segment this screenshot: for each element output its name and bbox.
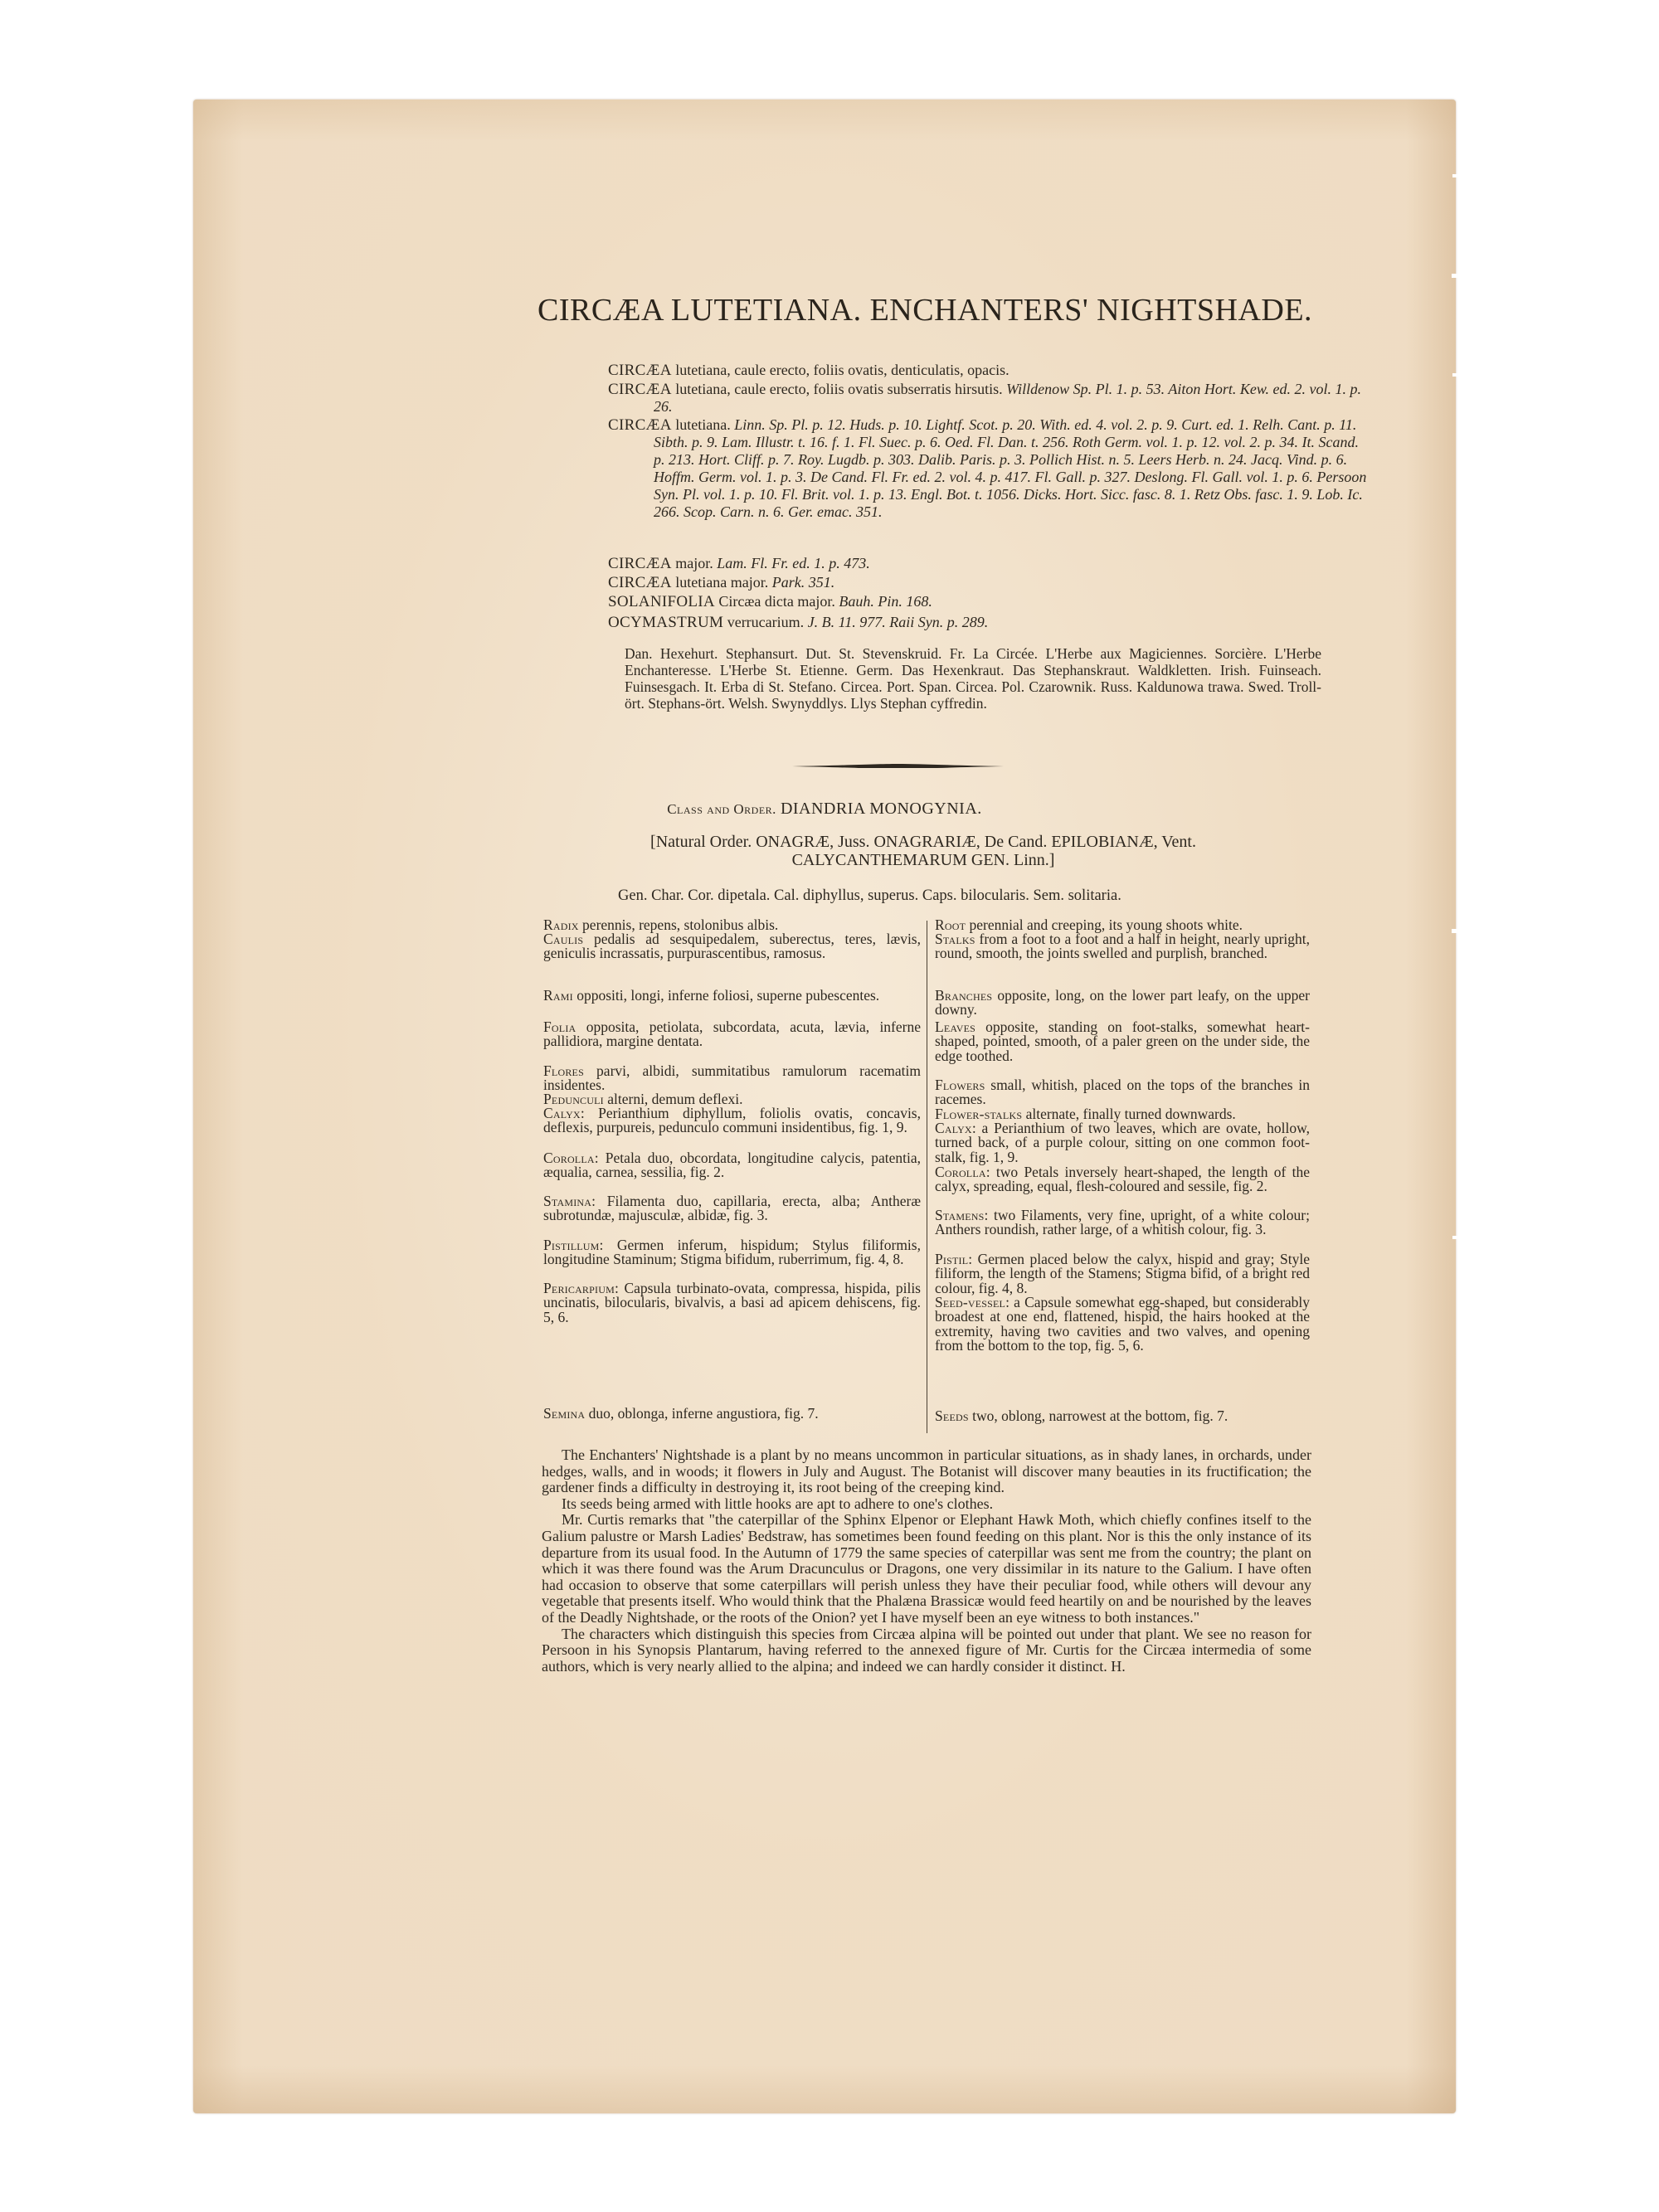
synonym-1	[608, 362, 1321, 379]
latin-entry: Stamina: Filamenta duo, capillaria, erecta, alba; Antheræ subrotundæ, majusculæ, albidæ, fig. 3.	[543, 1193, 921, 1224]
edge-nick	[1452, 373, 1457, 377]
natural-order-line-2: CALYCANTHEMARUM GEN. Linn.]	[791, 851, 1055, 869]
synonym-name: CIRCÆA	[608, 381, 672, 398]
english-entry: Flowers small, whitish, placed on the tops of the branches in racemes.	[935, 1077, 1310, 1108]
latin-entry: Pericarpium: Capsula turbinato-ovata, compressa, hispida, pilis uncinatis, bilocularis, bivalvis, a basi ad apicem dehiscens, fig. 5, 6.	[543, 1280, 921, 1325]
latin-entry: Semina duo, oblonga, inferne angustiora, fig. 7.	[543, 1405, 819, 1422]
commentary	[542, 1447, 1311, 1675]
synonym-3	[608, 416, 1367, 521]
latin-entry: Rami oppositi, longi, inferne foliosi, superne pubescentes.	[543, 987, 880, 1004]
synonym-2	[608, 381, 1367, 416]
latin-entry: Folia opposita, petiolata, subcordata, acuta, lævia, inferne pallidiora, margine dentata.	[543, 1018, 921, 1050]
synonym-4	[608, 555, 1321, 572]
natural-order	[558, 833, 1288, 869]
latin-entry: Pistillum: Germen inferum, hispidum; Stylus filiformis, longitudine Staminum; Stigma bifidum, ruberrimum, fig. 4, 8.	[543, 1237, 921, 1268]
synonym-name: CIRCÆA	[608, 555, 672, 572]
paper-sheet	[193, 100, 1456, 2113]
synonym-name: OCYMASTRUM	[608, 614, 724, 631]
english-entry: Seeds two, oblong, narrowest at the bottom, fig. 7.	[935, 1407, 1228, 1424]
latin-entry: Caulis pedalis ad sesquipedalem, suberectus, teres, lævis, geniculis incrassatis, purpurascentibus, ramosus.	[543, 931, 921, 962]
page-title: CIRCÆA LUTETIANA. ENCHANTERS' NIGHTSHADE.	[538, 293, 1313, 328]
english-entry: Flower-stalks alternate, finally turned downwards.	[935, 1106, 1236, 1122]
synonym-7	[608, 614, 1321, 631]
latin-entry: Pedunculi alterni, demum deflexi.	[543, 1091, 743, 1107]
synonym-ref: Willdenow Sp. Pl. 1. p. 53. Aiton Hort. Kew. ed. 2. vol. 1. p. 26.	[654, 381, 1361, 415]
english-entry: Stamens: two Filaments, very fine, upright, of a white colour; Anthers roundish, rather large, of a whitish colour, fig. 3.	[935, 1207, 1310, 1238]
english-entry: Stalks from a foot to a foot and a half in height, nearly upright, round, smooth, the joints swelled and purplish, branched.	[935, 931, 1310, 962]
synonym-name: CIRCÆA	[608, 416, 672, 434]
latin-entry: Corolla: Petala duo, obcordata, longitudine calycis, patentia, æqualia, carnea, sessilia, fig. 2.	[543, 1150, 921, 1181]
english-entry: Pistil: Germen placed below the calyx, hispid and gray; Style filiform, the length of the Stamens; Stigma bifid, of a bright red colour, fig. 4, 8.	[935, 1251, 1310, 1296]
latin-entry: Flores parvi, albidi, summitatibus ramulorum racematim insidentes.	[543, 1062, 921, 1094]
synonym-ref: Lam. Fl. Fr. ed. 1. p. 473.	[717, 555, 870, 571]
synonym-ref: Park. 351.	[771, 574, 835, 591]
class-value: DIANDRIA MONOGYNIA.	[780, 800, 982, 818]
synonym-name: CIRCÆA	[608, 362, 672, 379]
natural-order-line-1: [Natural Order. ONAGRÆ, Juss. ONAGRARIÆ, De Cand. EPILOBIANÆ, Vent.	[650, 833, 1196, 851]
synonym-ref: Linn. Sp. Pl. p. 12. Huds. p. 10. Lightf. Scot. p. 20. With. ed. 4. vol. 2. p. 9. Curt. ed. 1. Relh. Cant. p. 11. Sibth. p. 9. Lam. Illustr. t. 16. f. 1. Fl. Suec. p. 6. Oed. Fl. Dan. t. 256. Roth Germ. vol. 1. p. 12. vol. 2. p. 34. It. Scand. p. 213. Hort. Cliff. p. 7. Roy. Lugdb. p. 303. Dalib. Paris. p. 3. Pollich Hist. n. 5. Leers Herb. n. 24. Jacq. Vind. p. 6. Hoffm. Germ. vol. 1. p. 3. De Cand. Fl. Fr. ed. 2. vol. 4. p. 417. Fl. Gall. p. 327. Deslong. Fl. Gall. vol. 1. p. 6. Persoon Syn. Pl. vol. 1. p. 10. Fl. Brit. vol. 1. p. 13. Engl. Bot. t. 1056. Dicks. Hort. Sicc. fasc. 8. 1. Retz Obs. fasc. 1. 9. Lob. Ic. 266. Scop. Carn. n. 6. Ger. emac. 351.	[654, 416, 1367, 520]
english-entry: Seed-vessel: a Capsule somewhat egg-shaped, but considerably broadest at one end, flattened, hispid, the hairs hooked at the extremity, having two cavities and two valves, and opening from the bottom to the top, fig. 5, 6.	[935, 1294, 1310, 1354]
latin-entry: Calyx: Perianthium diphyllum, foliolis ovatis, concavis, deflexis, purpureis, pedunculo communi insidentibus, fig. 1, 9.	[543, 1105, 921, 1136]
edge-nick	[1452, 274, 1457, 278]
synonym-ref: Bauh. Pin. 168.	[839, 593, 932, 610]
commentary-paragraph: The characters which distinguish this species from Circæa alpina will be pointed out under that plant. We see no reason for Persoon in his Synopsis Plantarum, having referred to the annexed figure of Mr. Curtis for the Circæa intermedia of some authors, which is very nearly allied to the alpina; and indeed we can hardly consider it distinct. H.	[542, 1625, 1311, 1675]
english-entry: Root perennial and creeping, its young shoots white.	[935, 916, 1243, 933]
ornamental-rule	[792, 763, 1004, 768]
english-entry: Branches opposite, long, on the lower part leafy, on the upper downy.	[935, 987, 1310, 1018]
commentary-paragraph: Its seeds being armed with little hooks are apt to adhere to one's clothes.	[562, 1495, 994, 1512]
class-label: Class and Order.	[667, 801, 776, 817]
edge-nick	[1452, 929, 1457, 933]
generic-character: Gen. Char. Cor. dipetala. Cal. diphyllus, superus. Caps. bilocularis. Sem. solitaria.	[618, 887, 1121, 904]
latin-entry: Radix perennis, repens, stolonibus albis.	[543, 916, 779, 933]
synonym-name: SOLANIFOLIA	[608, 593, 715, 610]
english-entry: Corolla: two Petals inversely heart-shaped, the length of the calyx, spreading, equal, flesh-coloured and sessile, fig. 2.	[935, 1164, 1310, 1195]
synonym-5	[608, 574, 1321, 591]
commentary-paragraph: Mr. Curtis remarks that "the caterpillar of the Sphinx Elpenor or Elephant Hawk Moth, which chiefly confines itself to the Galium palustre or Marsh Ladies' Bedstraw, has sometimes been found feeding on this plant. Nor is this the only instance of its departure from its usual food. In the Autumn of 1779 the same species of caterpillar was sent me from the country; the plant on which it was there found was the Arum Dracunculus or Dragons, one very dissimilar in its nature to the Galium. I have often had occasion to observe that some caterpillars will perish unless they have their peculiar food, while others will devour any vegetable that presents itself. Who would think that the Phalæna Brassicæ would feed heartily on and be nourished by the leaves of the Deadly Nightshade, or the roots of the Onion? yet I have myself been an eye witness to both instances."	[542, 1511, 1311, 1626]
class-and-order	[193, 800, 1456, 819]
commentary-paragraph: The Enchanters' Nightshade is a plant by no means uncommon in particular situations, as in shady lanes, in orchards, under hedges, walls, and in woods; it flowers in July and August. The Botanist will discover many beauties in its fructification; the gardener finds a difficulty in destroying it, its root being of the creeping kind.	[542, 1446, 1311, 1496]
vernacular-names: Dan. Hexehurt. Stephansurt. Dut. St. Stevenskruid. Fr. La Circée. L'Herbe aux Magiciennes. Sorcière. L'Herbe Enchanteresse. L'Herbe St. Etienne. Germ. Das Hexenkraut. Das Stephanskraut. Waldkletten. Irish. Fuinseach. Fuinsesgach. It. Erba di St. Stefano. Circea. Port. Span. Circea. Pol. Czarownik. Russ. Kaldunowa trawa. Swed. Troll-ört. Stephans-ört. Welsh. Swynyddlys. Llys Stephan cyffredin.	[625, 645, 1321, 712]
synonym-ref: J. B. 11. 977. Raii Syn. p. 289.	[807, 614, 989, 630]
synonym-text: lutetiana major.	[671, 574, 769, 591]
synonym-6	[608, 593, 1321, 610]
edge-nick	[1452, 174, 1457, 177]
english-entry: Leaves opposite, standing on foot-stalks, somewhat heart-shaped, pointed, smooth, of a paler green on the under side, the edge toothed.	[935, 1018, 1310, 1064]
synonym-text: Circæa dicta major.	[714, 593, 835, 610]
synonym-text: major.	[671, 555, 713, 571]
synonym-text: lutetiana, caule erecto, foliis ovatis, denticulatis, opacis.	[671, 362, 1010, 378]
edge-nick	[1452, 1236, 1457, 1239]
synonym-text: verrucarium.	[723, 614, 805, 630]
english-entry: Calyx: a Perianthium of two leaves, which are ovate, hollow, turned back, of a purple colour, sitting on one common foot-stalk, fig. 1, 9.	[935, 1120, 1310, 1165]
synonym-text: lutetiana, caule erecto, foliis ovatis subserratis hirsutis.	[671, 381, 1003, 397]
synonym-name: CIRCÆA	[608, 574, 672, 591]
synonym-text: lutetiana.	[671, 416, 731, 433]
